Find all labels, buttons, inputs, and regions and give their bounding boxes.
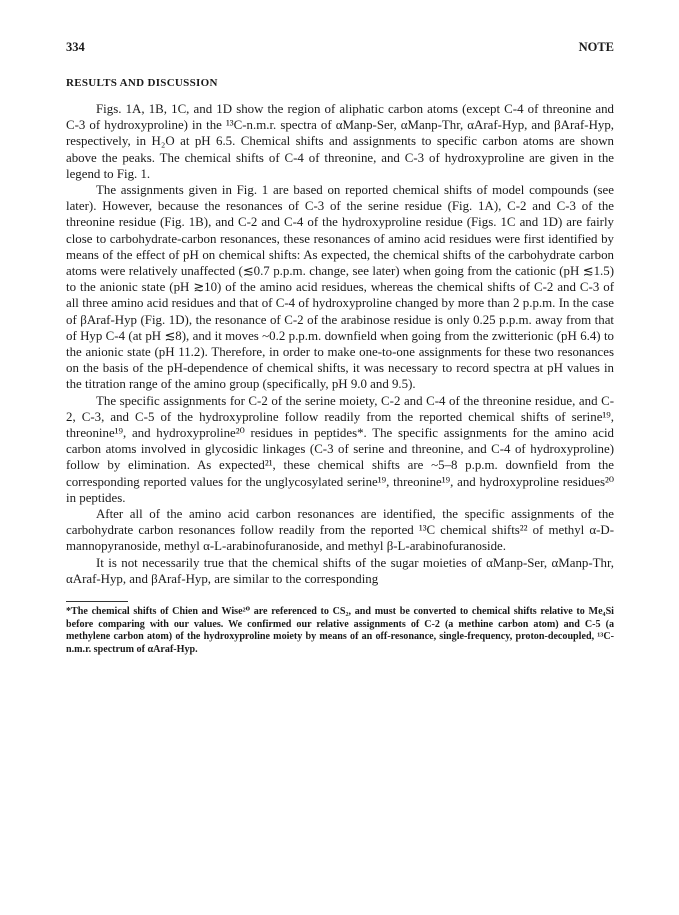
paragraph: The specific assignments for C-2 of the serine moiety, C-2 and C-4 of the threonine residue, and C-2, C-3, and C-5 of the hydroxyproline follow readily from the reported chemical shifts of serine¹⁹, threonine¹⁹, and hydroxyproline²⁰ residues in peptides*. The specific assignments for the amino acid carbon atoms involved in glycosidic linkages (C-3 of serine and threonine, and C-4 of hydroxyproline) follow by elimination. As expected²¹, these chemical shifts are ~5–8 p.p.m. downfield from the corresponding reported values for the unglycosylated serine¹⁹, threonine¹⁹, and hydroxyproline residues²⁰ in peptides.: [66, 393, 614, 505]
running-head: NOTE: [578, 40, 614, 54]
body-text: [66, 101, 614, 587]
footnote: *The chemical shifts of Chien and Wise²⁰ are referenced to CS₂, and must be converted to chemical shifts relative to Me₄Si before comparing with our values. We confirmed our relative assignments of C-2 (a methine carbon atom) and C-5 (a methylene carbon atom) of the hydroxyproline moiety by means of an off-resonance, single-frequency, proton-decoupled, ¹³C-n.m.r. spectrum of αAraf-Hyp.: [66, 606, 614, 655]
paragraph: After all of the amino acid carbon resonances are identified, the specific assignments of the carbohydrate carbon resonances follow readily from the reported ¹³C chemical shifts²² of methyl α-D-mannopyranoside, methyl α-L-arabinofuranoside, and methyl β-L-arabinofuranoside.: [66, 507, 614, 554]
paragraph: The assignments given in Fig. 1 are based on reported chemical shifts of model compounds (see later). However, because the resonances of C-3 of the serine residue (Fig. 1A), C-2 and C-3 of the threonine residue (Fig. 1B), and C-2 and C-4 of the hydroxyproline residue (Figs. 1C and 1D) are fairly close to carbohydrate-carbon resonances, these resonances of amino acid residues were first identified by means of the effect of pH on chemical shifts: As expected, the chemical shifts of the carbohydrate carbon atoms were relatively unaffected (≲0.7 p.p.m. change, see later) when going from the cationic (pH ≲1.5) to the anionic state (pH ≳10) of the amino acid residues, whereas the chemical shifts of C-2 and C-3 of all three amino acid residues and that of C-4 of hydroxyproline changed by more than 2 p.p.m. In the case of βAraf-Hyp (Fig. 1D), the resonance of C-2 of the arabinose residue is only 0.25 p.p.m. away from that of Hyp C-4 (at pH ≲8), and it moves ~0.2 p.p.m. downfield when going from the zwitterionic (pH 6.4) to the anionic state (pH 11.2). Therefore, in order to make one-to-one assignments for these two resonances on the basis of the pH-dependence of chemical shifts, it was necessary to record spectra at pH values in the titration range of the amino group (specifically, pH 9.0 and 9.5).: [66, 183, 614, 392]
paragraph: Figs. 1A, 1B, 1C, and 1D show the region of aliphatic carbon atoms (except C-4 of threonine and C-3 of hydroxyproline) in the ¹³C-n.m.r. spectra of αManp-Ser, αManp-Thr, αAraf-Hyp, and βAraf-Hyp, respectively, in H₂O at pH 6.5. Chemical shifts and assignments to specific carbon atoms are shown above the peaks. The chemical shifts of C-4 of threonine, and C-3 of hydroxyproline are given in the legend to Fig. 1.: [66, 102, 614, 181]
journal-page: [66, 40, 614, 656]
paragraph: It is not necessarily true that the chemical shifts of the sugar moieties of αManp-Ser, αManp-Thr, αAraf-Hyp, and βAraf-Hyp, are similar to the corresponding: [66, 555, 614, 586]
page-header: [66, 40, 614, 55]
footnote-rule: [66, 601, 128, 602]
section-title: RESULTS AND DISCUSSION: [66, 77, 218, 89]
page-number: 334: [66, 40, 85, 54]
